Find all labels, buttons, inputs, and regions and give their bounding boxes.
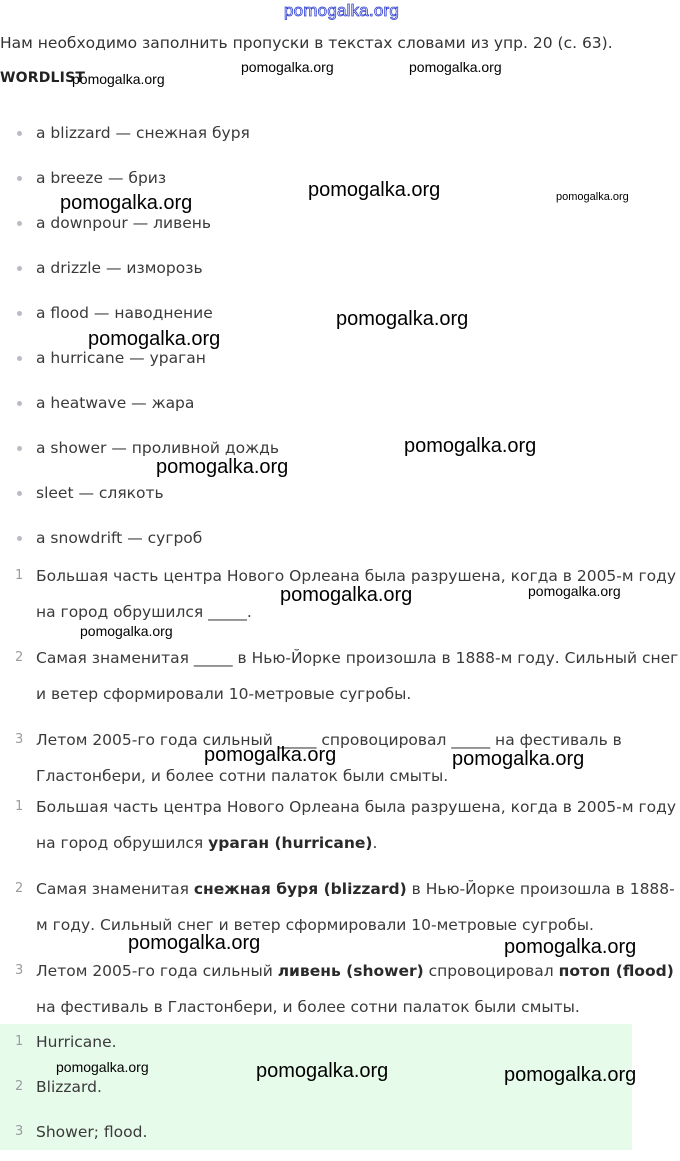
bullet-icon — [17, 311, 22, 316]
watermark: pomogalka.org — [60, 192, 193, 214]
watermark: pomogalka.org — [556, 191, 629, 203]
watermark: pomogalka.org — [72, 71, 165, 87]
filled-item: 1 Большая часть центра Нового Орлеана была разрушена, когда в 2005-м году на город обрушился ураган (hurricane). — [15, 798, 677, 852]
answer-item: 1 Hurricane. — [15, 1033, 117, 1051]
list-item: a breeze — бриз — [0, 163, 680, 208]
list-item: a blizzard — снежная буря — [0, 118, 680, 163]
watermark: pomogalka.org — [256, 1060, 389, 1082]
filled-item: 2 Самая знаменитая снежная буря (blizzard) в Нью-Йорке произошла в 1888-м году. Сильный снег и ветер сформировали 10-метровые сугробы. — [15, 880, 675, 934]
list-item: sleet — слякоть — [0, 478, 680, 523]
task-item: 3 Летом 2005-го года сильный _____ спровоцировал _____ на фестиваль в Гластонбери, и более сотни палаток были смыты. — [15, 731, 622, 785]
watermark: pomogalka.org — [404, 435, 537, 457]
answer-item: 2 Blizzard. — [15, 1078, 102, 1096]
watermark: pomogalka.org — [80, 623, 173, 639]
watermark: pomogalka.org — [280, 584, 413, 606]
watermark: pomogalka.org — [88, 328, 221, 350]
watermark: pomogalka.org — [409, 59, 502, 75]
watermark: pomogalka.org — [56, 1059, 149, 1075]
list-item: a hurricane — ураган — [0, 343, 680, 388]
bullet-icon — [17, 176, 22, 181]
filled-list — [0, 789, 680, 1035]
watermark: pomogalka.org — [452, 748, 585, 770]
answer-item: 3 Shower; flood. — [15, 1123, 148, 1141]
watermark: pomogalka.org — [336, 308, 469, 330]
list-item: a flood — наводнение — [0, 298, 680, 343]
answer-box — [0, 1024, 632, 1150]
watermark: pomogalka.org — [528, 583, 621, 599]
filled-item: 3 Летом 2005-го года сильный ливень (shower) спровоцировал потоп (flood) на фестиваль в Гластонбери, и более сотни палаток были смыты. — [15, 962, 674, 1016]
list-item: a heatwave — жара — [0, 388, 680, 433]
bullet-icon — [17, 491, 22, 496]
site-logo[interactable]: pomogalka.org — [284, 1, 400, 20]
bullet-icon — [17, 266, 22, 271]
watermark: pomogalka.org — [156, 456, 289, 478]
bullet-icon — [17, 131, 22, 136]
watermark: pomogalka.org — [308, 179, 441, 201]
bullet-icon — [17, 221, 22, 226]
wordlist-heading: WORDLIST — [0, 70, 86, 86]
watermark: pomogalka.org — [241, 59, 334, 75]
intro-text: Нам необходимо заполнить пропуски в текстах словами из упр. 20 (с. 63). — [0, 34, 613, 52]
task-item: 2 Самая знаменитая _____ в Нью-Йорке произошла в 1888-м году. Сильный снег и ветер сформировали 10-метровые сугробы. — [15, 649, 679, 703]
list-item: a downpour — ливень — [0, 208, 680, 253]
watermark: pomogalka.org — [504, 936, 637, 958]
bullet-icon — [17, 401, 22, 406]
list-item: a snowdrift — сугроб — [0, 523, 680, 568]
watermark: pomogalka.org — [504, 1064, 637, 1086]
task-item: 1 Большая часть центра Нового Орлеана была разрушена, когда в 2005-м году на город обрушился _____. — [15, 567, 677, 621]
bullet-icon — [17, 356, 22, 361]
watermark: pomogalka.org — [128, 932, 261, 954]
bullet-icon — [17, 446, 22, 451]
list-item: a shower — проливной дождь — [0, 433, 680, 478]
answer-list — [0, 1026, 680, 1161]
list-item: a drizzle — изморозь — [0, 253, 680, 298]
bullet-icon — [17, 536, 22, 541]
watermark: pomogalka.org — [204, 744, 337, 766]
